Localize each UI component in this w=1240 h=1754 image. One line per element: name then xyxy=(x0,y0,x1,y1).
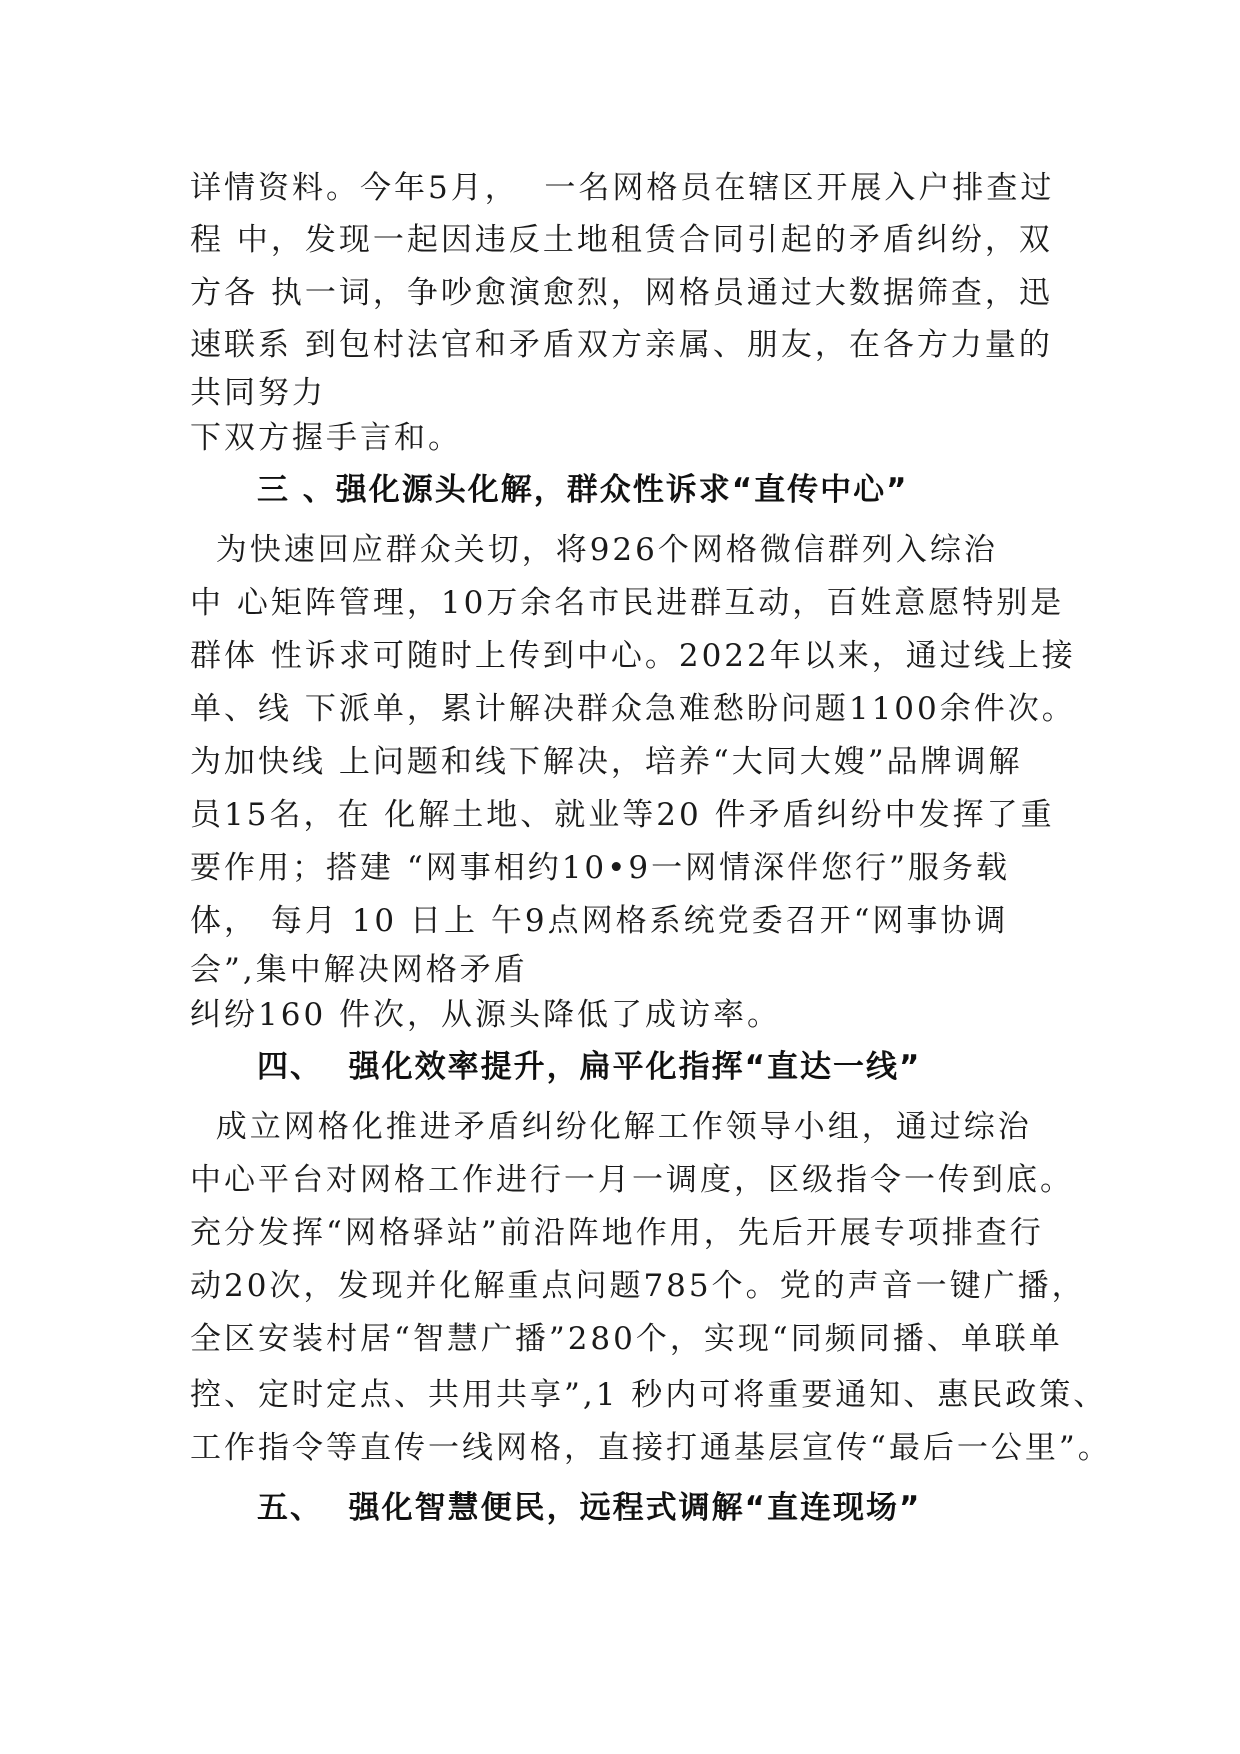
paragraph-line: 要作用；搭建 “网事相约10•9一网情深伴您行”服务载 xyxy=(190,850,1011,886)
paragraph-line: 会”,集中解决网格矛盾 xyxy=(190,952,528,988)
paragraph-line: 共同努力 xyxy=(190,375,326,411)
paragraph-line: 中 心矩阵管理，10万余名市民进群互动，百姓意愿特别是 xyxy=(190,585,1065,621)
paragraph-line: 全区安装村居“智慧广播”280个，实现“同频同播、单联单 xyxy=(190,1321,1063,1357)
paragraph-line: 为快速回应群众关切，将926个网格微信群列入综治 xyxy=(190,532,998,568)
paragraph-line: 为加快线 上问题和线下解决，培养“大同大嫂”品牌调解 xyxy=(190,744,1023,780)
paragraph-line: 动20次，发现并化解重点问题785个。党的声音一键广播， xyxy=(190,1268,1086,1304)
section-heading-4: 四、 强化效率提升，扁平化指挥“直达一线” xyxy=(257,1049,922,1085)
paragraph-line: 成立网格化推进矛盾纠纷化解工作领导小组，通过综治 xyxy=(190,1109,1032,1145)
paragraph-line: 工作指令等直传一线网格，直接打通基层宣传“最后一公里”。 xyxy=(190,1430,1112,1466)
paragraph-line: 下双方握手言和。 xyxy=(190,420,462,456)
paragraph-line: 详情资料。今年5月， 一名网格员在辖区开展入户排查过 xyxy=(190,170,1055,206)
paragraph-line: 中心平台对网格工作进行一月一调度，区级指令一传到底。 xyxy=(190,1162,1074,1198)
section-heading-5: 五、 强化智慧便民，远程式调解“直连现场” xyxy=(257,1490,922,1526)
paragraph-line: 员15名，在 化解土地、就业等20 件矛盾纠纷中发挥了重 xyxy=(190,797,1055,833)
paragraph-line: 单、线 下派单，累计解决群众急难愁盼问题1100余件次。 xyxy=(190,691,1076,727)
paragraph-line: 体， 每月 10 日上 午9点网格系统党委召开“网事协调 xyxy=(190,903,1009,939)
paragraph-line: 方各 执一词，争吵愈演愈烈，网格员通过大数据筛查，迅 xyxy=(190,275,1053,311)
section-heading-3: 三 、强化源头化解，群众性诉求“直传中心” xyxy=(257,472,909,508)
paragraph-line: 群体 性诉求可随时上传到中心。2022年以来，通过线上接 xyxy=(190,638,1076,674)
paragraph-line: 速联系 到包村法官和矛盾双方亲属、朋友，在各方力量的 xyxy=(190,327,1053,363)
paragraph-line: 充分发挥“网格驿站”前沿阵地作用，先后开展专项排查行 xyxy=(190,1215,1044,1251)
paragraph-line: 纠纷160 件次，从源头降低了成访率。 xyxy=(190,997,782,1033)
paragraph-line: 控、定时定点、共用共享”,1 秒内可将重要通知、惠民政策、 xyxy=(190,1377,1108,1413)
paragraph-line: 程 中，发现一起因违反土地租赁合同引起的矛盾纠纷，双 xyxy=(190,222,1053,258)
